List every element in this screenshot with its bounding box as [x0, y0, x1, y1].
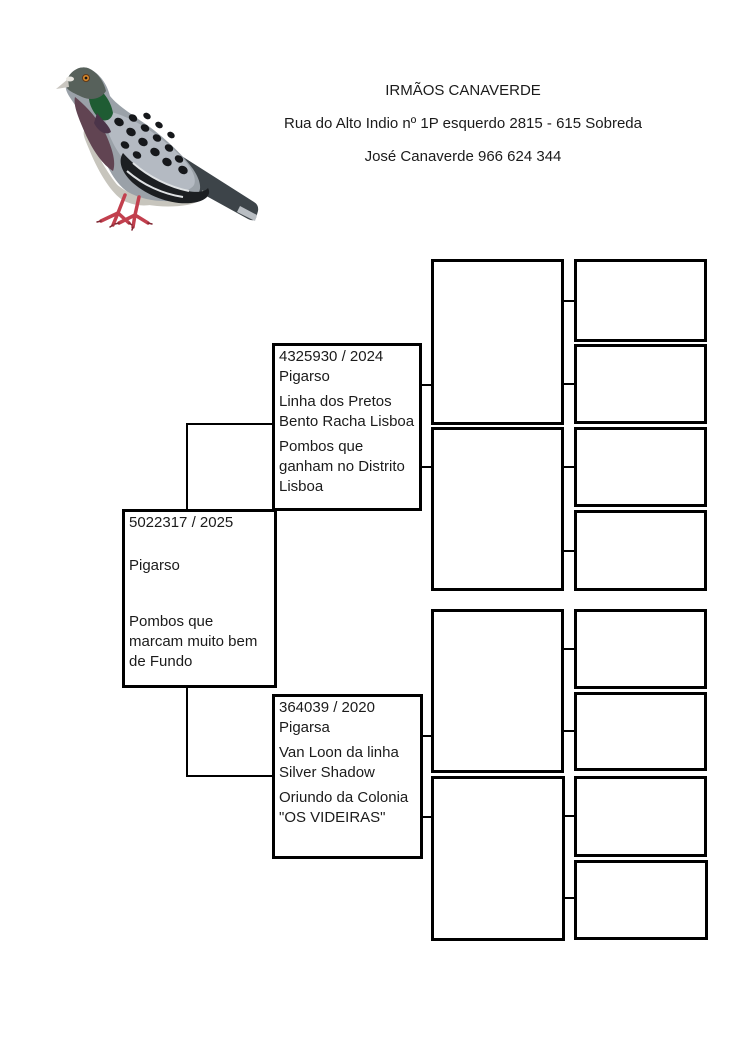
- loft-contact: José Canaverde 966 624 344: [364, 148, 562, 165]
- connector-dam-vertical: [186, 686, 188, 777]
- loft-header: [233, 82, 693, 181]
- grandparent-box-2: [431, 427, 564, 591]
- connector-sire-horizontal: [186, 423, 273, 425]
- subject-ring-number: 5022317 / 2025: [129, 514, 234, 531]
- dam-note-2: Oriundo da Colonia "OS VIDEIRAS": [279, 789, 409, 826]
- connector-gp1-gg2: [562, 383, 575, 385]
- great-grandparent-box-5: [574, 609, 707, 689]
- great-grandparent-box-4: [574, 510, 707, 591]
- pedigree-box-subject: [122, 509, 277, 688]
- grandparent-box-3: [431, 609, 564, 773]
- connector-gp3-gg6: [562, 730, 575, 732]
- pedigree-box-dam: [272, 694, 423, 859]
- connector-dam-gp4: [421, 816, 432, 818]
- connector-gp4-gg7: [562, 815, 575, 817]
- great-grandparent-box-1: [574, 259, 707, 342]
- dam-note-1: Van Loon da linha Silver Shadow: [279, 744, 399, 781]
- sire-note-1: Linha dos Pretos Bento Racha Lisboa: [279, 393, 415, 430]
- dam-ring-number: 364039 / 2020: [279, 699, 375, 716]
- loft-name: IRMÃOS CANAVERDE: [385, 82, 541, 99]
- great-grandparent-box-8: [574, 860, 708, 940]
- subject-note: Pombos que marcam muito bem de Fundo: [129, 613, 258, 670]
- great-grandparent-box-6: [574, 692, 707, 771]
- connector-sire-gp1: [420, 384, 432, 386]
- great-grandparent-box-2: [574, 344, 707, 424]
- great-grandparent-box-7: [574, 776, 707, 857]
- connector-sire-vertical: [186, 423, 188, 511]
- sire-note-2: Pombos que ganham no Distrito Lisboa: [279, 438, 405, 495]
- connector-gp2-gg3: [562, 466, 575, 468]
- connector-gp3-gg5: [562, 648, 575, 650]
- connector-gp2-gg4: [562, 550, 575, 552]
- grandparent-box-1: [431, 259, 564, 425]
- grandparent-box-4: [431, 776, 565, 941]
- subject-name: Pigarso: [129, 557, 180, 574]
- connector-gp4-gg8: [562, 897, 575, 899]
- sire-ring-number: 4325930 / 2024: [279, 348, 384, 365]
- connector-sire-gp2: [420, 466, 432, 468]
- connector-dam-horizontal: [186, 775, 273, 777]
- great-grandparent-box-3: [574, 427, 707, 507]
- connector-dam-gp3: [421, 735, 432, 737]
- dam-name: Pigarsa: [279, 719, 330, 736]
- loft-address: Rua do Alto Indio nº 1P esquerdo 2815 - 615 Sobreda: [284, 115, 642, 132]
- sire-name: Pigarso: [279, 368, 330, 385]
- pedigree-box-sire: [272, 343, 422, 511]
- connector-gp1-gg1: [562, 300, 575, 302]
